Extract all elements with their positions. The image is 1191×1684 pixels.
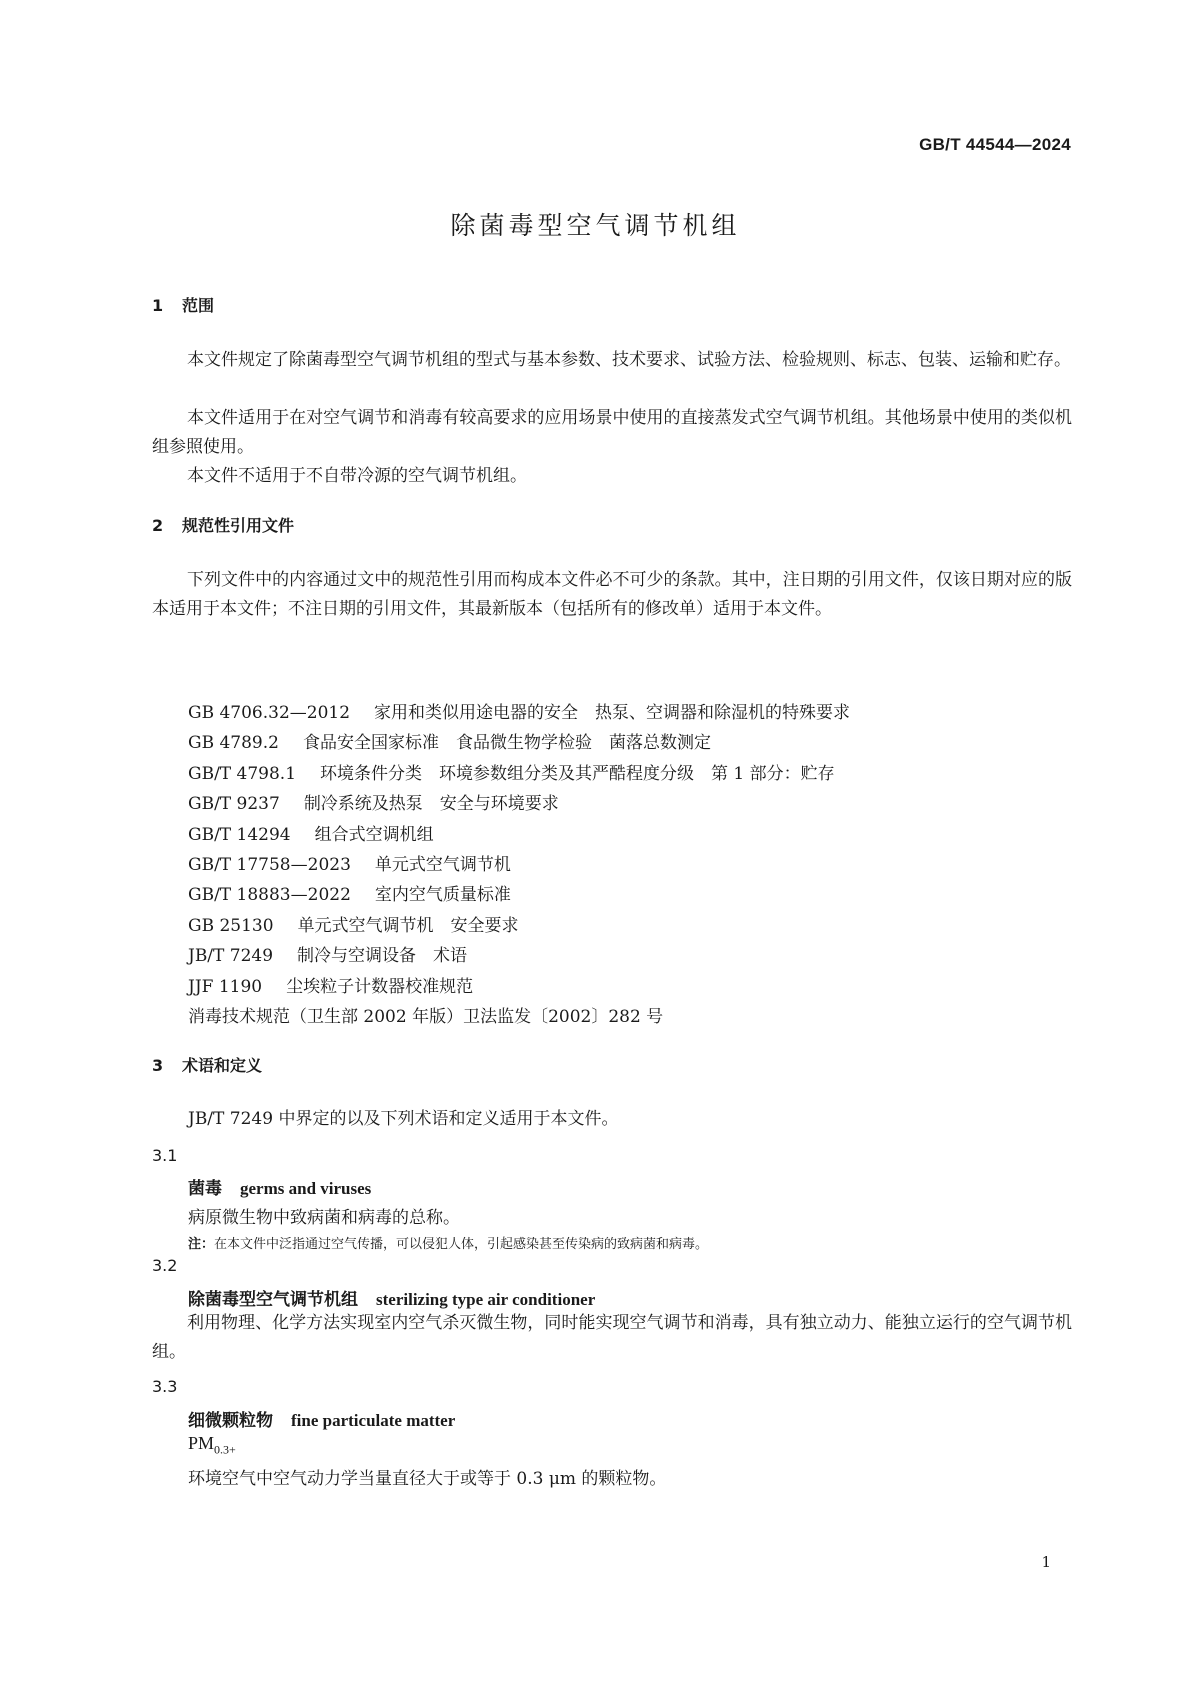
- term-definition: 病原微生物中致病菌和病毒的总称。: [188, 1208, 460, 1228]
- reference-item: [188, 728, 850, 758]
- reference-code: GB/T 18883—2022: [188, 885, 351, 906]
- terms-intro: JB/T 7249 中界定的以及下列术语和定义适用于本文件。: [188, 1109, 619, 1129]
- term-name-en: germs and viruses: [240, 1179, 372, 1198]
- section-number: 3: [152, 1056, 164, 1075]
- page-number: 1: [1041, 1553, 1051, 1571]
- reference-title: 家用和类似用途电器的安全 热泵、空调器和除湿机的特殊要求: [374, 703, 851, 723]
- reference-item: [188, 911, 850, 941]
- reference-title: 制冷与空调设备 术语: [297, 946, 468, 967]
- reference-title: 组合式空调机组: [314, 824, 434, 845]
- term-number: 3.1: [152, 1146, 178, 1165]
- reference-list: [188, 698, 850, 1032]
- section-2-heading: [152, 513, 294, 536]
- term-name: [188, 1174, 371, 1199]
- reference-title: 环境条件分类 环境参数组分类及其严酷程度分级 第 1 部分：贮存: [320, 763, 835, 784]
- term-number: 3.3: [152, 1377, 178, 1396]
- normative-refs-intro: 下列文件中的内容通过文中的规范性引用而构成本文件必不可少的条款。其中，注日期的引用文件，仅该日期对应的版本适用于本文件；不注日期的引用文件，其最新版本（包括所有的修改单）适用于本文件。: [152, 570, 1072, 619]
- reference-item: [188, 820, 850, 850]
- reference-title: 制冷系统及热泵 安全与环境要求: [303, 794, 559, 815]
- note-text: 在本文件中泛指通过空气传播，可以侵犯人体，引起感染甚至传染病的致病菌和病毒。: [214, 1237, 709, 1252]
- section-3-heading: [152, 1053, 262, 1076]
- term-definition: 利用物理、化学方法实现室内空气杀灭微生物，同时能实现空气调节和消毒，具有独立动力、能独立运行的空气调节机组。: [152, 1313, 1072, 1362]
- reference-item: [188, 789, 850, 819]
- term-name: [188, 1406, 455, 1431]
- scope-paragraph-1: 本文件规定了除菌毒型空气调节机组的型式与基本参数、技术要求、试验方法、检验规则、标志、包装、运输和贮存。: [187, 350, 1071, 370]
- term-name-zh: 细微颗粒物: [188, 1411, 273, 1431]
- reference-title: 食品安全国家标准 食品微生物学检验 菌落总数测定: [302, 733, 711, 754]
- reference-title: 消毒技术规范（卫生部 2002 年版）卫法监发〔2002〕282 号: [188, 1006, 664, 1027]
- reference-code: GB 4706.32—2012: [188, 703, 351, 723]
- reference-code: GB 25130: [188, 915, 274, 936]
- section-1-heading: [152, 293, 214, 316]
- reference-item: [188, 1002, 850, 1032]
- reference-code: GB/T 17758—2023: [188, 854, 351, 875]
- section-title: 范围: [182, 296, 215, 315]
- reference-code: JJF 1190: [188, 976, 263, 997]
- standard-code: GB/T 44544—2024: [919, 135, 1071, 154]
- section-number: 1: [152, 296, 164, 315]
- section-title: 规范性引用文件: [182, 516, 295, 535]
- reference-code: GB/T 4798.1: [188, 763, 297, 784]
- reference-title: 尘埃粒子计数器校准规范: [286, 976, 474, 997]
- reference-item: [188, 850, 850, 880]
- reference-item: [188, 698, 850, 728]
- note-label: 注：: [188, 1237, 215, 1252]
- reference-title: 单元式空气调节机 安全要求: [297, 915, 519, 936]
- term-symbol: [188, 1433, 236, 1458]
- term-definition: 环境空气中空气动力学当量直径大于或等于 0.3 μm 的颗粒物。: [188, 1469, 667, 1489]
- term-note: [188, 1233, 708, 1252]
- reference-code: GB/T 9237: [188, 794, 280, 815]
- term-number: 3.2: [152, 1256, 178, 1275]
- reference-item: [188, 941, 850, 971]
- term-name-zh: 菌毒: [188, 1179, 222, 1199]
- section-number: 2: [152, 516, 164, 535]
- reference-code: JB/T 7249: [188, 946, 274, 967]
- reference-code: GB 4789.2: [188, 733, 279, 754]
- reference-item: [188, 972, 850, 1002]
- scope-paragraph-3: 本文件不适用于不自带冷源的空气调节机组。: [187, 466, 527, 486]
- section-title: 术语和定义: [182, 1056, 263, 1075]
- reference-item: [188, 759, 850, 789]
- symbol-base: PM: [188, 1433, 215, 1453]
- symbol-subscript: 0.3+: [214, 1442, 236, 1457]
- scope-paragraph-2: 本文件适用于在对空气调节和消毒有较高要求的应用场景中使用的直接蒸发式空气调节机组。其他场景中使用的类似机组参照使用。: [152, 408, 1072, 457]
- term-name-en: fine particulate matter: [291, 1411, 456, 1430]
- reference-title: 单元式空气调节机: [374, 854, 511, 875]
- term-name-en: sterilizing type air conditioner: [376, 1290, 596, 1309]
- reference-item: [188, 880, 850, 910]
- term-name-zh: 除菌毒型空气调节机组: [188, 1290, 358, 1310]
- term-name: [188, 1285, 595, 1310]
- document-title: 除菌毒型空气调节机组: [450, 211, 741, 240]
- reference-code: GB/T 14294: [188, 824, 291, 845]
- reference-title: 室内空气质量标准: [374, 885, 511, 906]
